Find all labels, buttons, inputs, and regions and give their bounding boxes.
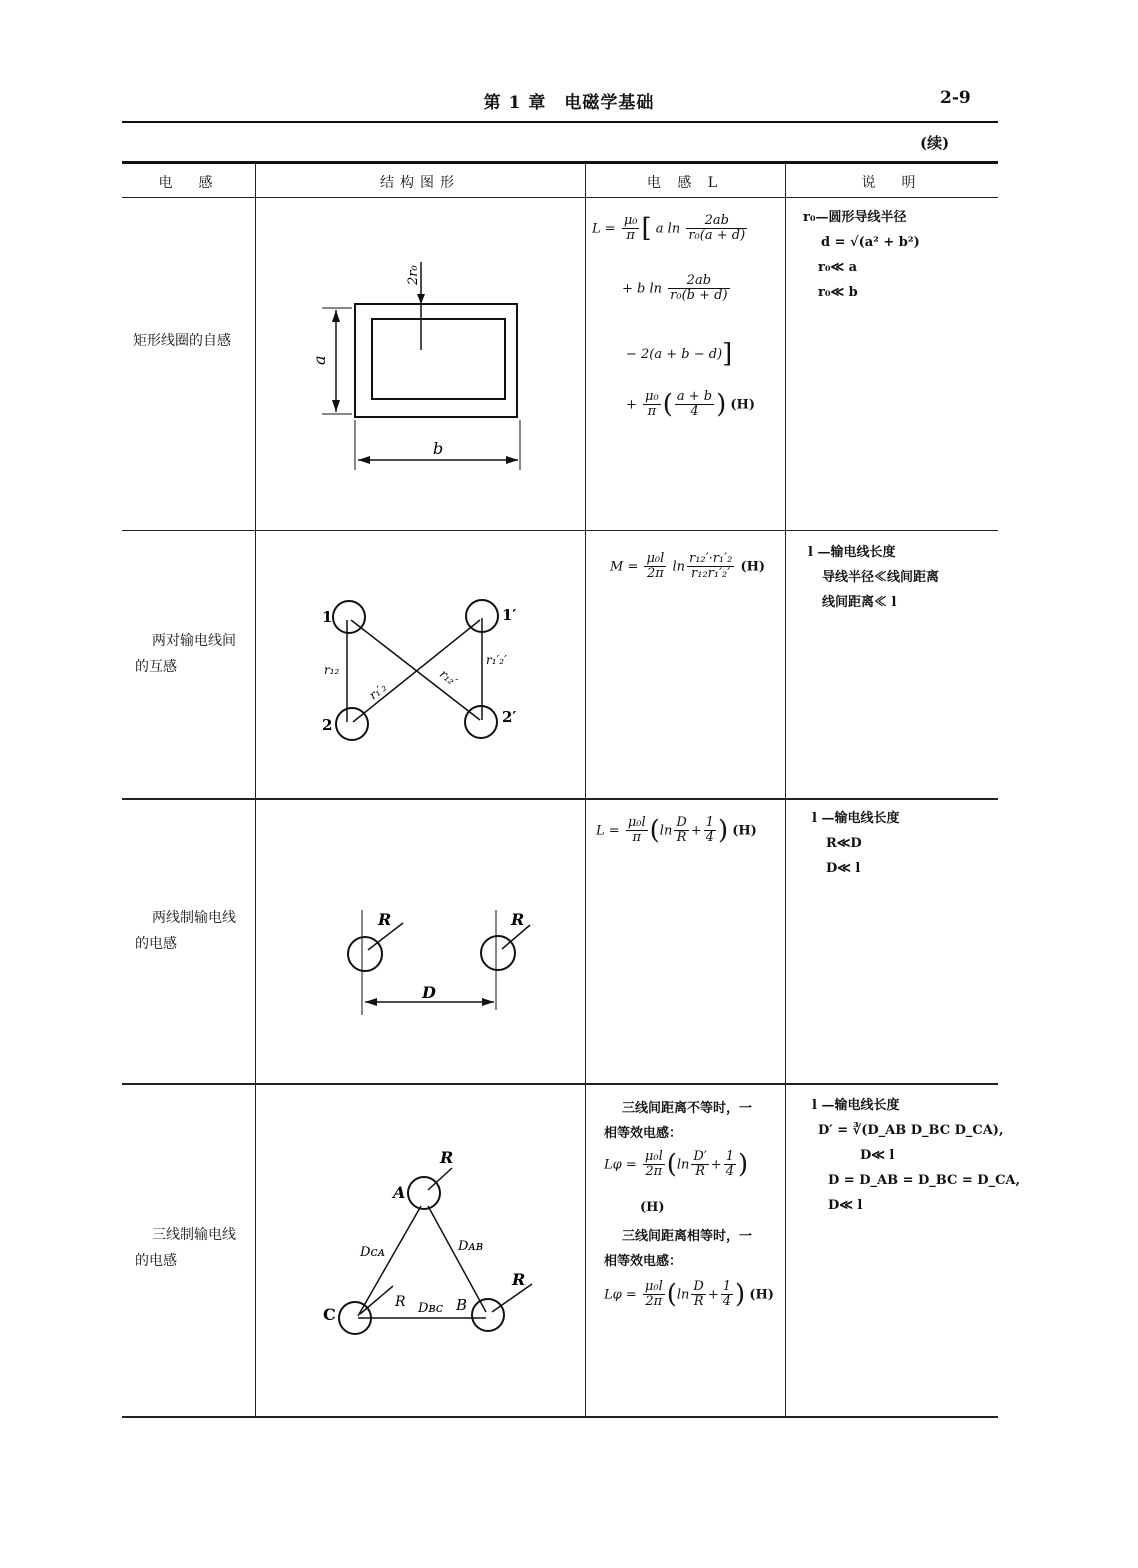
formula-three-wire-unequal: Lφ = $\frac{\text{μ₀l}}{2\pi}$ (ln $\frac{D'}{R}$ + $\frac{1}{4}$ ) [604,1149,749,1180]
two-wire-R2: R [511,910,525,929]
row-label-mutual-2: 的互感 [135,659,177,675]
note-two-wire-2: D≪ l [826,861,861,876]
formula-mutual: M = $\frac{\text{μ₀l}}{2\pi}$ ln $\frac{\text{r₁₂′·r₁′₂}}{\text{r₁₂r₁′₂′}}$ (H) [610,551,766,582]
continued-mark: (续) [920,134,950,152]
formula-three-wire-text1: 三线间距离不等时，一 [622,1101,753,1116]
label-DBC: Dʙᴄ [418,1301,444,1316]
note-three-wire-0: l —输电线长度 [812,1098,900,1113]
row-label-two-wire-2: 的电感 [135,936,177,952]
note-rect-2: r₀≪ a [818,260,858,275]
label-r1p2p: r₁′₂′ [486,653,507,667]
row-label-two-wire-1: 两线制输电线 [152,910,236,926]
label-r12: r₁₂ [324,663,340,677]
note-two-wire-1: R≪D [826,836,862,851]
note-mutual-1: 导线半径≪线间距离 [822,570,940,585]
note-rect-1: d = √(a² + b²) [821,235,920,250]
node-B: B [456,1296,468,1314]
column-header-formula: 电 感 L [646,175,724,191]
label-r1p2: r₁′₂ [366,680,390,703]
formula-rect-line3: − 2(a + b − d)] [626,339,733,369]
coil-outer [355,304,517,417]
node-C: C [323,1305,336,1324]
formula-three-wire-text4: 相等效电感： [604,1254,683,1269]
note-three-wire-4: D≪ l [828,1198,863,1213]
two-wire-D: D [422,983,436,1002]
dim-b-label: b [433,439,444,458]
column-header-structure: 结构图形 [380,175,460,191]
formula-three-wire-equal: Lφ = $\frac{\text{μ₀l}}{2\pi}$ (ln $\frac{D}{R}$ + $\frac{1}{4}$ ) (H) [604,1279,774,1310]
column-header-inductance: 电 感 [158,175,219,191]
note-mutual-2: 线间距离≪ l [822,595,897,610]
formula-three-wire-unit: (H) [640,1200,665,1215]
note-rect-3: r₀≪ b [818,285,858,300]
note-three-wire-1: D′ = ∛(D_AB D_BC D_CA), [818,1123,1004,1138]
dim-a-label: a [310,355,329,365]
note-rect-0: r₀—圆形导线半径 [803,210,907,225]
label-DAB: Dᴀʙ [458,1239,484,1254]
coil-inner [372,319,505,399]
formula-rect-line1: L = $\frac{\text{μ₀}}{\pi}$ [ a ln $\frac{2ab}{\text{r₀(a + d)}}$ [592,213,746,244]
three-wire-RC: R [395,1294,406,1310]
label-DCA: Dᴄᴀ [360,1245,386,1260]
row-label-three-wire-2: 的电感 [135,1253,177,1269]
row-label-three-wire-1: 三线制输电线 [152,1227,236,1243]
note-three-wire-2: D≪ l [860,1148,895,1163]
formula-three-wire-text3: 三线间距离相等时，一 [622,1229,753,1244]
label-r12p: r₁₂′ [437,666,460,689]
three-wire-RB: R [512,1270,526,1289]
node-1p: 1′ [502,606,517,624]
note-mutual-0: l —输电线长度 [808,545,896,560]
chapter-title: 第 1 章 电磁学基础 [483,93,655,113]
two-wire-R1: R [378,910,392,929]
node-2: 2 [322,716,333,734]
formula-three-wire-text2: 相等效电感： [604,1126,683,1141]
node-1: 1 [322,608,333,626]
formula-two-wire: L = $\frac{\text{μ₀l}}{\pi}$ (ln $\frac{D}{R}$ + $\frac{1}{4}$ ) (H) [596,815,757,846]
note-three-wire-3: D = D_AB = D_BC = D_CA, [828,1173,1021,1188]
note-two-wire-0: l —输电线长度 [812,811,900,826]
mutual-inductance-figure [333,600,498,740]
rect-coil-figure [322,262,520,470]
formula-rect-line2: + b ln $\frac{2ab}{\text{r₀(b + d)}}$ [622,273,728,304]
node-A: A [393,1183,406,1202]
dim-r0-label: 2r₀ [406,265,421,285]
column-header-notes: 说 明 [861,175,922,191]
node-2p: 2′ [502,708,517,726]
row-label-rect-coil: 矩形线圈的自感 [133,333,231,349]
formula-rect-line4: + $\frac{\text{μ₀}}{\pi}$ ( $\frac{a + b}{4}$ ) (H) [626,389,755,420]
three-wire-RA: R [440,1148,454,1167]
page-number: 2-9 [940,88,971,108]
row-label-mutual-1: 两对输电线间 [152,633,236,649]
